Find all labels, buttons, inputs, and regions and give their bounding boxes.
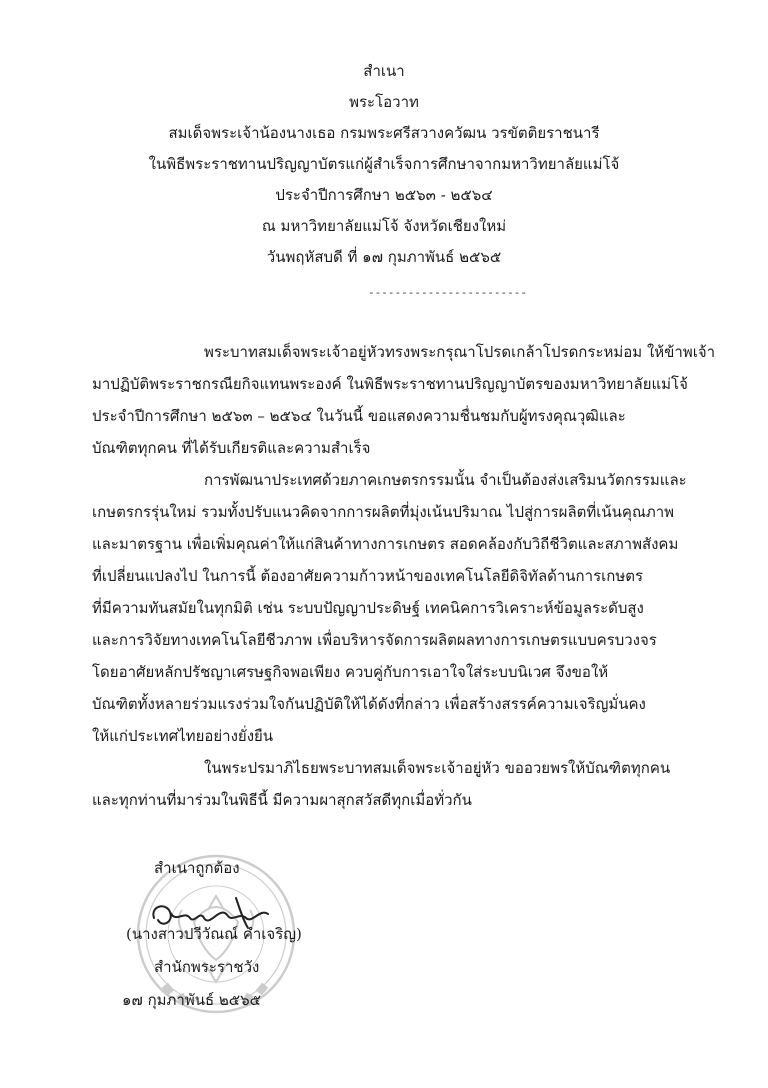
paragraph-2-line: และมาตรฐาน เพื่อเพิ่มคุณค่าให้แก่สินค้าทางการเกษตร สอดคล้องกับวิถีชีวิตและสภาพสังคม	[92, 535, 679, 553]
paragraph-2-line: บัณฑิตทั้งหลายร่วมแรงร่วมใจกันปฏิบัติให้ได้ดังที่กล่าว เพื่อสร้างสรรค์ความเจริญมั่นคง	[92, 695, 646, 713]
header-ceremony: ในพิธีพระราชทานปริญญาบัตรแก่ผู้สำเร็จการศึกษาจากมหาวิทยาลัยแม่โจ้	[148, 155, 620, 173]
certifier-name: (นางสาวปวีวัณณ์ คำเจริญ)	[126, 925, 302, 943]
paragraph-2-line: ให้แก่ประเทศไทยอย่างยั่งยืน	[92, 727, 274, 745]
certification-date: ๑๗ กุมภาพันธ์ ๒๕๖๕	[122, 991, 262, 1009]
paragraph-2-line: เกษตรกรรุ่นใหม่ รวมทั้งปรับแนวคิดจากการผลิตที่มุ่งเน้นปริมาณ ไปสู่การผลิตที่เน้นคุณภาพ	[92, 503, 675, 521]
paragraph-1-line: ประจำปีการศึกษา ๒๕๖๓ – ๒๕๖๔ ในวันนี้ ขอแสดงความชื่นชมกับผู้ทรงคุณวุฒิและ	[92, 407, 626, 425]
paragraph-3-line: ในพระปรมาภิไธยพระบาทสมเด็จพระเจ้าอยู่หัว ขออวยพรให้บัณฑิตทุกคน	[204, 759, 671, 777]
paragraph-2-line: ที่เปลี่ยนแปลงไป ในการนี้ ต้องอาศัยความก้าวหน้าของเทคโนโลยีดิจิทัลด้านการเกษตร	[92, 567, 644, 585]
header-date: วันพฤหัสบดี ที่ ๑๗ กุมภาพันธ์ ๒๕๖๕	[266, 248, 502, 266]
paragraph-1-line: มาปฏิบัติพระราชกรณียกิจแทนพระองค์ ในพิธีพระราชทานปริญญาบัตรของมหาวิทยาลัยแม่โจ้	[92, 375, 688, 393]
header-speaker: สมเด็จพระเจ้าน้องนางเธอ กรมพระศรีสวางควัฒน วรขัตติยราชนารี	[168, 124, 600, 142]
paragraph-1-line: พระบาทสมเด็จพระเจ้าอยู่หัวทรงพระกรุณาโปรดเกล้าโปรดกระหม่อม ให้ข้าพเจ้า	[204, 343, 716, 361]
paragraph-3-line: และทุกท่านที่มาร่วมในพิธีนี้ มีความผาสุกสวัสดีทุกเมื่อทั่วกัน	[92, 791, 472, 809]
header-venue: ณ มหาวิทยาลัยแม่โจ้ จังหวัดเชียงใหม่	[261, 217, 507, 235]
certification-label: สำเนาถูกต้อง	[154, 859, 240, 877]
header-academic-year: ประจำปีการศึกษา ๒๕๖๓ - ๒๕๖๔	[275, 186, 493, 204]
paragraph-1-line: บัณฑิตทุกคน ที่ได้รับเกียรติและความสำเร็จ	[92, 439, 371, 457]
certifier-office: สำนักพระราชวัง	[154, 958, 260, 976]
paragraph-2-line: การพัฒนาประเทศด้วยภาคเกษตรกรรมนั้น จำเป็นต้องส่งเสริมนวัตกรรมและ	[204, 471, 687, 489]
paragraph-2-line: โดยอาศัยหลักปรัชญาเศรษฐกิจพอเพียง ควบคู่กับการเอาใจใส่ระบบนิเวศ จึงขอให้	[92, 663, 609, 681]
paragraph-2-line: ที่มีความทันสมัยในทุกมิติ เช่น ระบบปัญญาประดิษฐ์ เทคนิคการวิเคราะห์ข้อมูลระดับสูง	[92, 599, 644, 617]
paragraph-2-line: และการวิจัยทางเทคโนโลยีชีวภาพ เพื่อบริหารจัดการผลิตผลทางการเกษตรแบบครบวงจร	[92, 631, 657, 649]
speech-body	[92, 336, 716, 816]
certification-block	[92, 852, 352, 1017]
header-title: พระโอวาท	[349, 93, 419, 111]
document-header	[0, 56, 768, 273]
header-copy-label: สำเนา	[363, 62, 405, 80]
header-divider: ------------------------	[368, 286, 527, 299]
